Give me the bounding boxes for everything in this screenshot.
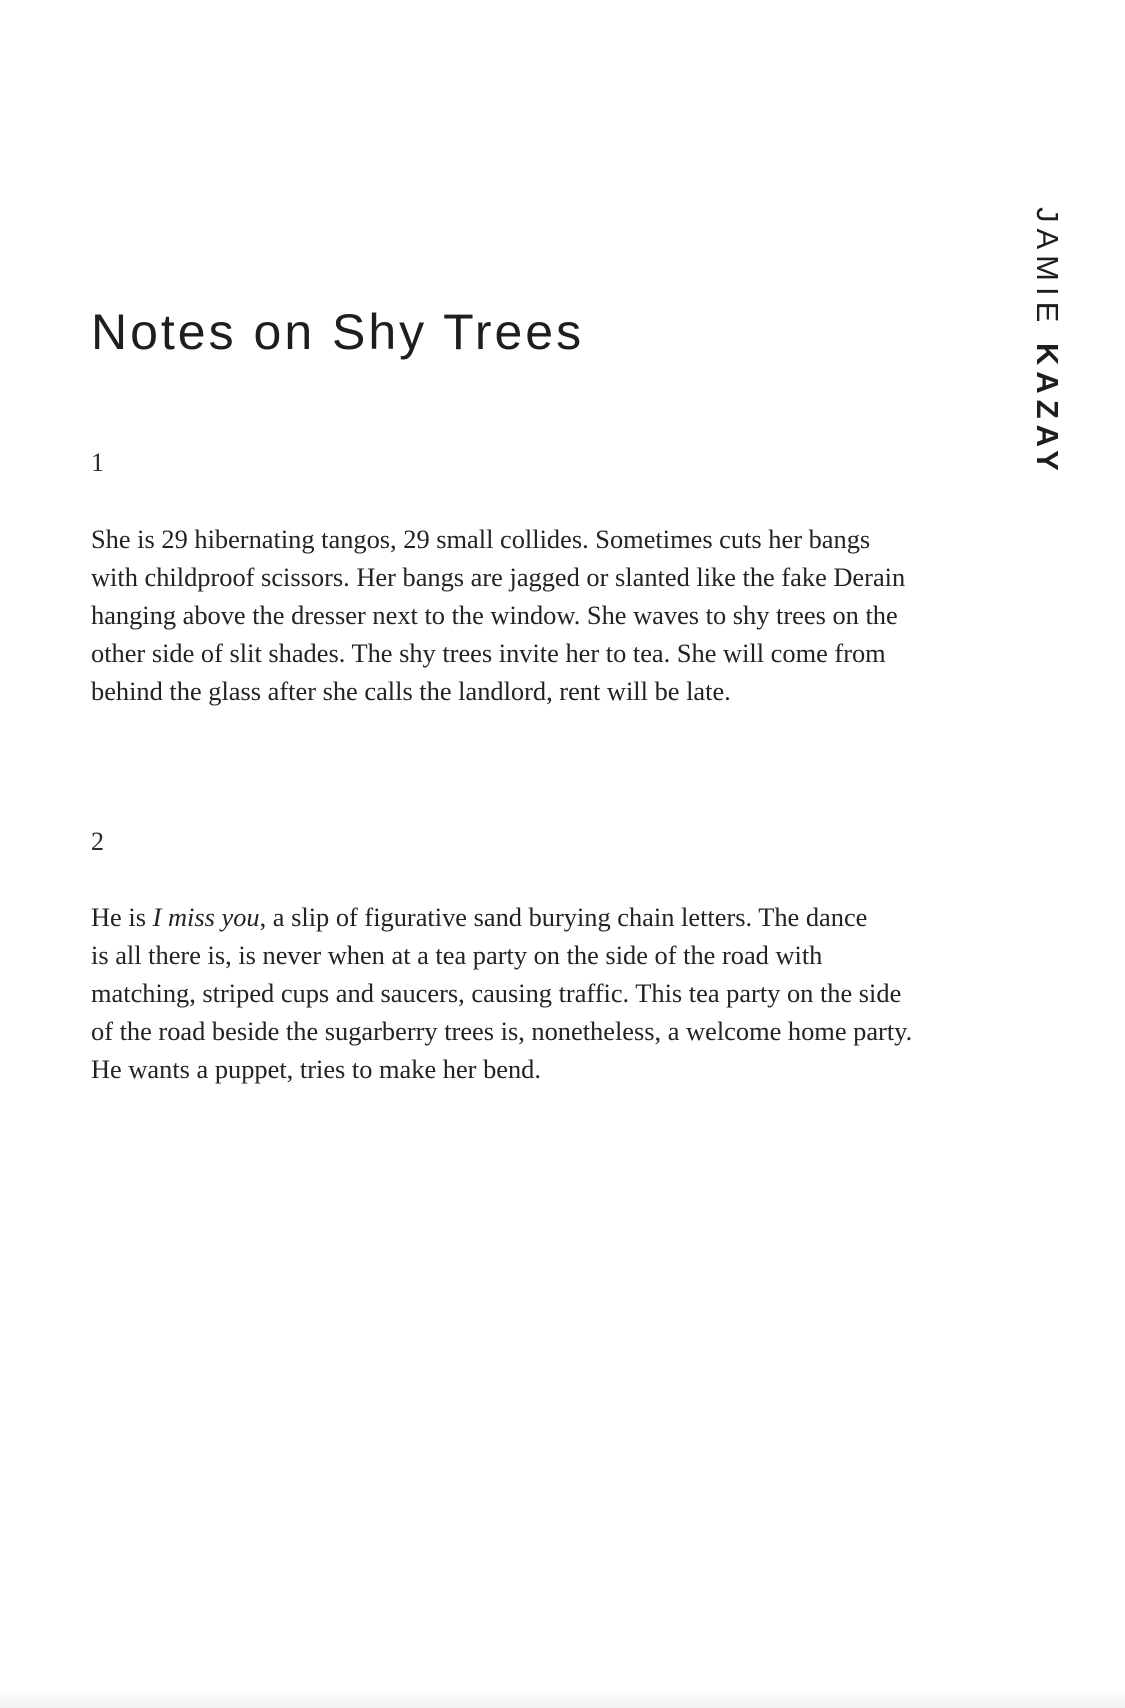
section-number-2: 2 [91,827,104,856]
section-2-paragraph [91,898,1011,1088]
section-1-line: with childproof scissors. Her bangs are jagged or slanted like the fake Derain [91,562,906,592]
section-1-paragraph [91,520,1011,710]
page-bottom-edge [0,1690,1125,1708]
section-2-line: of the road beside the sugarberry trees is, nonetheless, a welcome home party. [91,1016,913,1046]
first-line-lead: He is [91,902,153,932]
italic-phrase: I miss you [152,902,260,932]
section-2-line: matching, striped cups and saucers, causing traffic. This tea party on the side [91,978,902,1008]
section-1-line: hanging above the dresser next to the window. She waves to shy trees on the [91,600,898,630]
author-last-name: KAZAY [1030,342,1065,477]
section-2-first-line [91,898,1011,936]
section-1-line: other side of slit shades. The shy trees invite her to tea. She will come from [91,638,886,668]
author-first-name: JAMIE [1030,207,1065,329]
section-1-line: She is 29 hibernating tangos, 29 small collides. Sometimes cuts her bangs [91,524,871,554]
section-2-line: is all there is, is never when at a tea party on the side of the road with [91,940,823,970]
section-1-line: behind the glass after she calls the landlord, rent will be late. [91,676,731,706]
section-number-1: 1 [91,448,104,477]
poem-title: Notes on Shy Trees [91,304,585,360]
section-2-line: He wants a puppet, tries to make her bend. [91,1054,541,1084]
author-name [1032,207,1063,477]
first-line-rest: , a slip of figurative sand burying chain letters. The dance [259,902,868,932]
